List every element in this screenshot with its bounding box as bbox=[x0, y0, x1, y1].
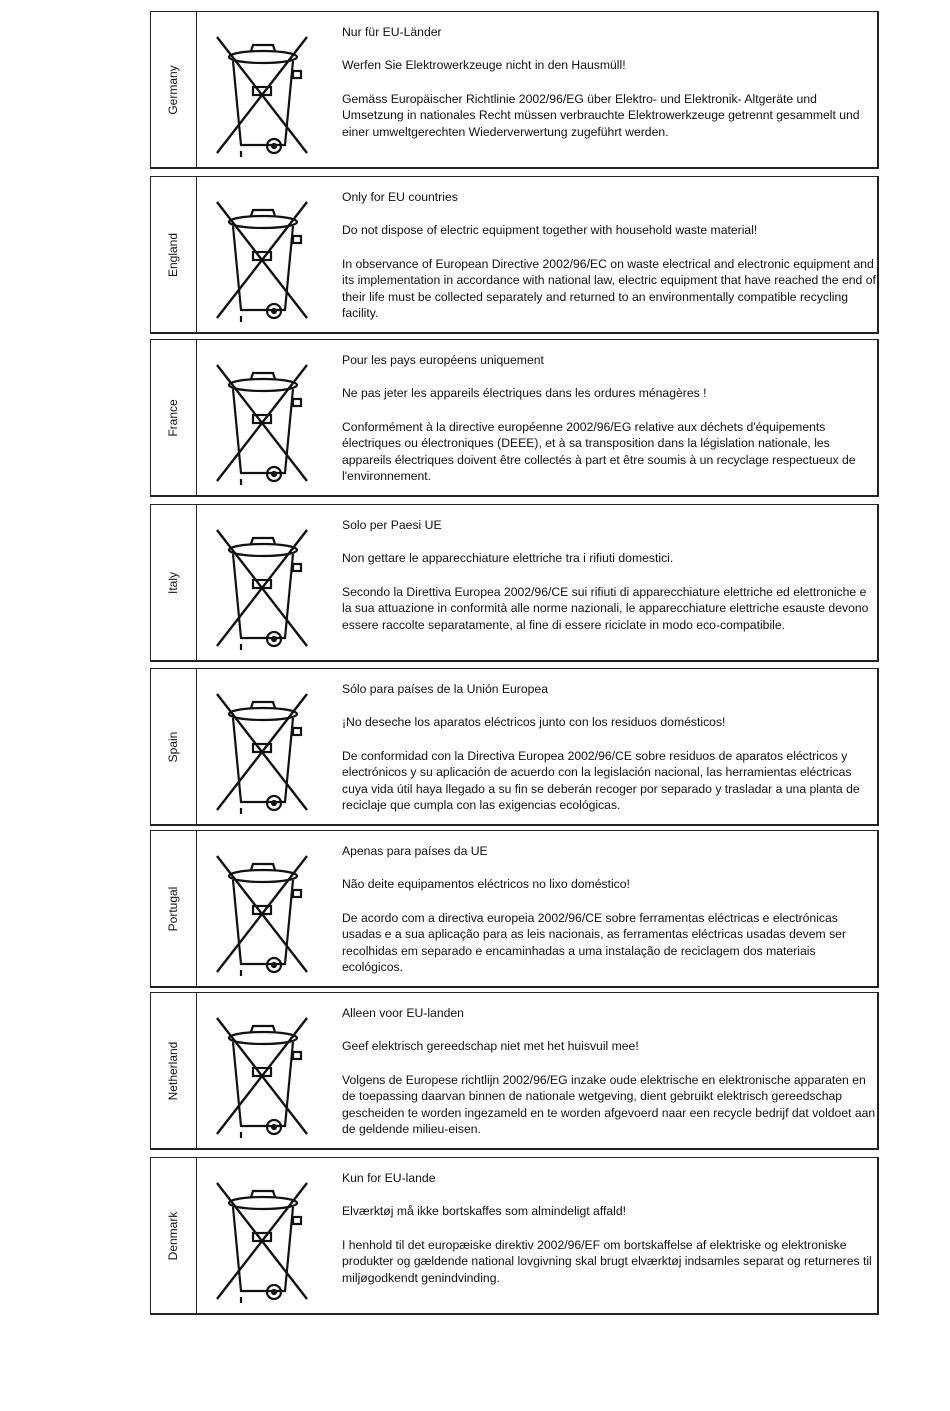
section-warning: Do not dispose of electric equipment together with household waste material! bbox=[342, 223, 758, 238]
section-body: Conformément à la directive européenne 2002/96/EG relative aux déchets d'équipements électriques ou électroniques (DEEE), et à sa transposition dans la législation nationale, les appareils électriques doivent être collectés à part et être soumis à un recyclage respectueux de l'environnement. bbox=[342, 419, 856, 484]
section-warning: Ne pas jeter les appareils électriques dans les ordures ménagères ! bbox=[342, 386, 707, 401]
section-text bbox=[342, 843, 877, 975]
section-body: I henhold til det europæiske direktiv 2002/96/EF om bortskaffelse af elektriske og elektroniske produkter og gældende national lovgivning skal brugt elværktøj indsamles separat og returneres til miljøgodkendt genindvinding. bbox=[342, 1237, 872, 1285]
section-warning: ¡No deseche los aparatos eléctricos junto con los residuos domésticos! bbox=[342, 715, 726, 730]
section-netherland bbox=[150, 992, 879, 1150]
section-body: Volgens de Europese richtlijn 2002/96/EG inzake oude elektrische en elektronische apparaten en de toepassing daarvan binnen de nationale wetgeving, dient gebruikt elektrisch gereedschap gescheiden te worden ingezameld en te worden afgevoerd naar een recycle bedrijf dat voldoet aan de geldende milieu-eisen. bbox=[342, 1072, 876, 1137]
section-body: In observance of European Directive 2002/96/EC on waste electrical and electronic equipment and its implementation in accordance with national law, electric equipment that have reached the end of their life must be collected separately and returned to an environmentally compatible recycling facility. bbox=[342, 256, 876, 321]
country-label: Italy bbox=[166, 571, 180, 594]
section-germany bbox=[150, 11, 879, 169]
crossed-out-wheelie-bin-icon bbox=[213, 846, 313, 976]
section-france bbox=[150, 339, 879, 497]
section-body: De conformidad con la Directiva Europea 2002/96/CE sobre residuos de aparatos eléctricos y electrónicos y su aplicación de acuerdo con la legislación nacional, las herramientas eléctricas cuya vida útil haya llegado a su fin se deberán recoger por separado y trasladar a una planta de reciclaje que cumpla con las exigencias ecológicas. bbox=[342, 748, 860, 813]
section-portugal bbox=[150, 830, 879, 988]
country-cell bbox=[151, 1158, 197, 1313]
crossed-out-wheelie-bin-icon bbox=[213, 1173, 313, 1303]
section-body: Gemäss Europäischer Richtlinie 2002/96/EG über Elektro- und Elektronik- Altgeräte und Umsetzung in nationales Recht müssen verbrauchte Elektrowerkzeuge getrennt gesammelt und einer umweltgerechten Wiederverwertung zugeführt werden. bbox=[342, 91, 860, 139]
section-england bbox=[150, 176, 879, 334]
country-cell bbox=[151, 340, 197, 495]
section-spain bbox=[150, 668, 879, 826]
section-italy bbox=[150, 504, 879, 662]
section-heading: Apenas para países da UE bbox=[342, 844, 488, 858]
section-heading: Sólo para países de la Unión Europea bbox=[342, 682, 548, 696]
country-label: Germany bbox=[166, 64, 180, 115]
section-text bbox=[342, 1170, 877, 1286]
section-heading: Pour les pays européens uniquement bbox=[342, 353, 544, 367]
crossed-out-wheelie-bin-icon bbox=[213, 520, 313, 650]
section-body: De acordo com a directiva europeia 2002/96/CE sobre ferramentas eléctricas e electrónicas usadas e a sua aplicação para as leis nacionais, as ferramentas eléctricas usadas devem ser recolhidas em separado e encaminhadas a uma instalação de reciclagem dos materiais ecológicos. bbox=[342, 910, 847, 975]
section-denmark bbox=[150, 1157, 879, 1315]
section-warning: Geef elektrisch gereedschap niet met het huisvuil mee! bbox=[342, 1039, 639, 1054]
country-label: Spain bbox=[166, 731, 180, 762]
country-cell bbox=[151, 505, 197, 660]
section-text bbox=[342, 1005, 877, 1137]
crossed-out-wheelie-bin-icon bbox=[213, 27, 313, 157]
country-cell bbox=[151, 177, 197, 332]
section-text bbox=[342, 517, 877, 633]
section-text bbox=[342, 352, 877, 484]
section-warning: Non gettare le apparecchiature elettriche tra i rifiuti domestici. bbox=[342, 551, 674, 566]
section-heading: Only for EU countries bbox=[342, 190, 458, 204]
crossed-out-wheelie-bin-icon bbox=[213, 1008, 313, 1138]
country-label: France bbox=[166, 398, 180, 437]
crossed-out-wheelie-bin-icon bbox=[213, 192, 313, 322]
country-label: Denmark bbox=[166, 1211, 180, 1260]
country-label: Portugal bbox=[166, 886, 180, 931]
country-cell bbox=[151, 831, 197, 986]
country-cell bbox=[151, 669, 197, 824]
section-heading: Kun for EU-lande bbox=[342, 1171, 436, 1185]
country-label: Netherland bbox=[166, 1041, 180, 1100]
country-cell bbox=[151, 993, 197, 1148]
section-text bbox=[342, 189, 877, 321]
section-text bbox=[342, 24, 877, 140]
section-text bbox=[342, 681, 877, 813]
section-body: Secondo la Direttiva Europea 2002/96/CE sui rifiuti di apparecchiature elettriche ed elettroniche e la sua attuazione in conformità alle norme nazionali, le apparecchiature elettriche esauste devono essere raccolte separatamente, al fine di essere riciclate in modo eco-compatibile. bbox=[342, 584, 869, 632]
section-heading: Alleen voor EU-landen bbox=[342, 1006, 464, 1020]
section-heading: Nur für EU-Länder bbox=[342, 25, 442, 39]
section-heading: Solo per Paesi UE bbox=[342, 518, 442, 532]
section-warning: Não deite equipamentos eléctricos no lixo doméstico! bbox=[342, 877, 630, 892]
section-warning: Werfen Sie Elektrowerkzeuge nicht in den Hausmüll! bbox=[342, 58, 626, 73]
country-label: England bbox=[166, 232, 180, 277]
country-cell bbox=[151, 12, 197, 167]
crossed-out-wheelie-bin-icon bbox=[213, 355, 313, 485]
crossed-out-wheelie-bin-icon bbox=[213, 684, 313, 814]
section-warning: Elværktøj må ikke bortskaffes som almindeligt affald! bbox=[342, 1204, 627, 1219]
